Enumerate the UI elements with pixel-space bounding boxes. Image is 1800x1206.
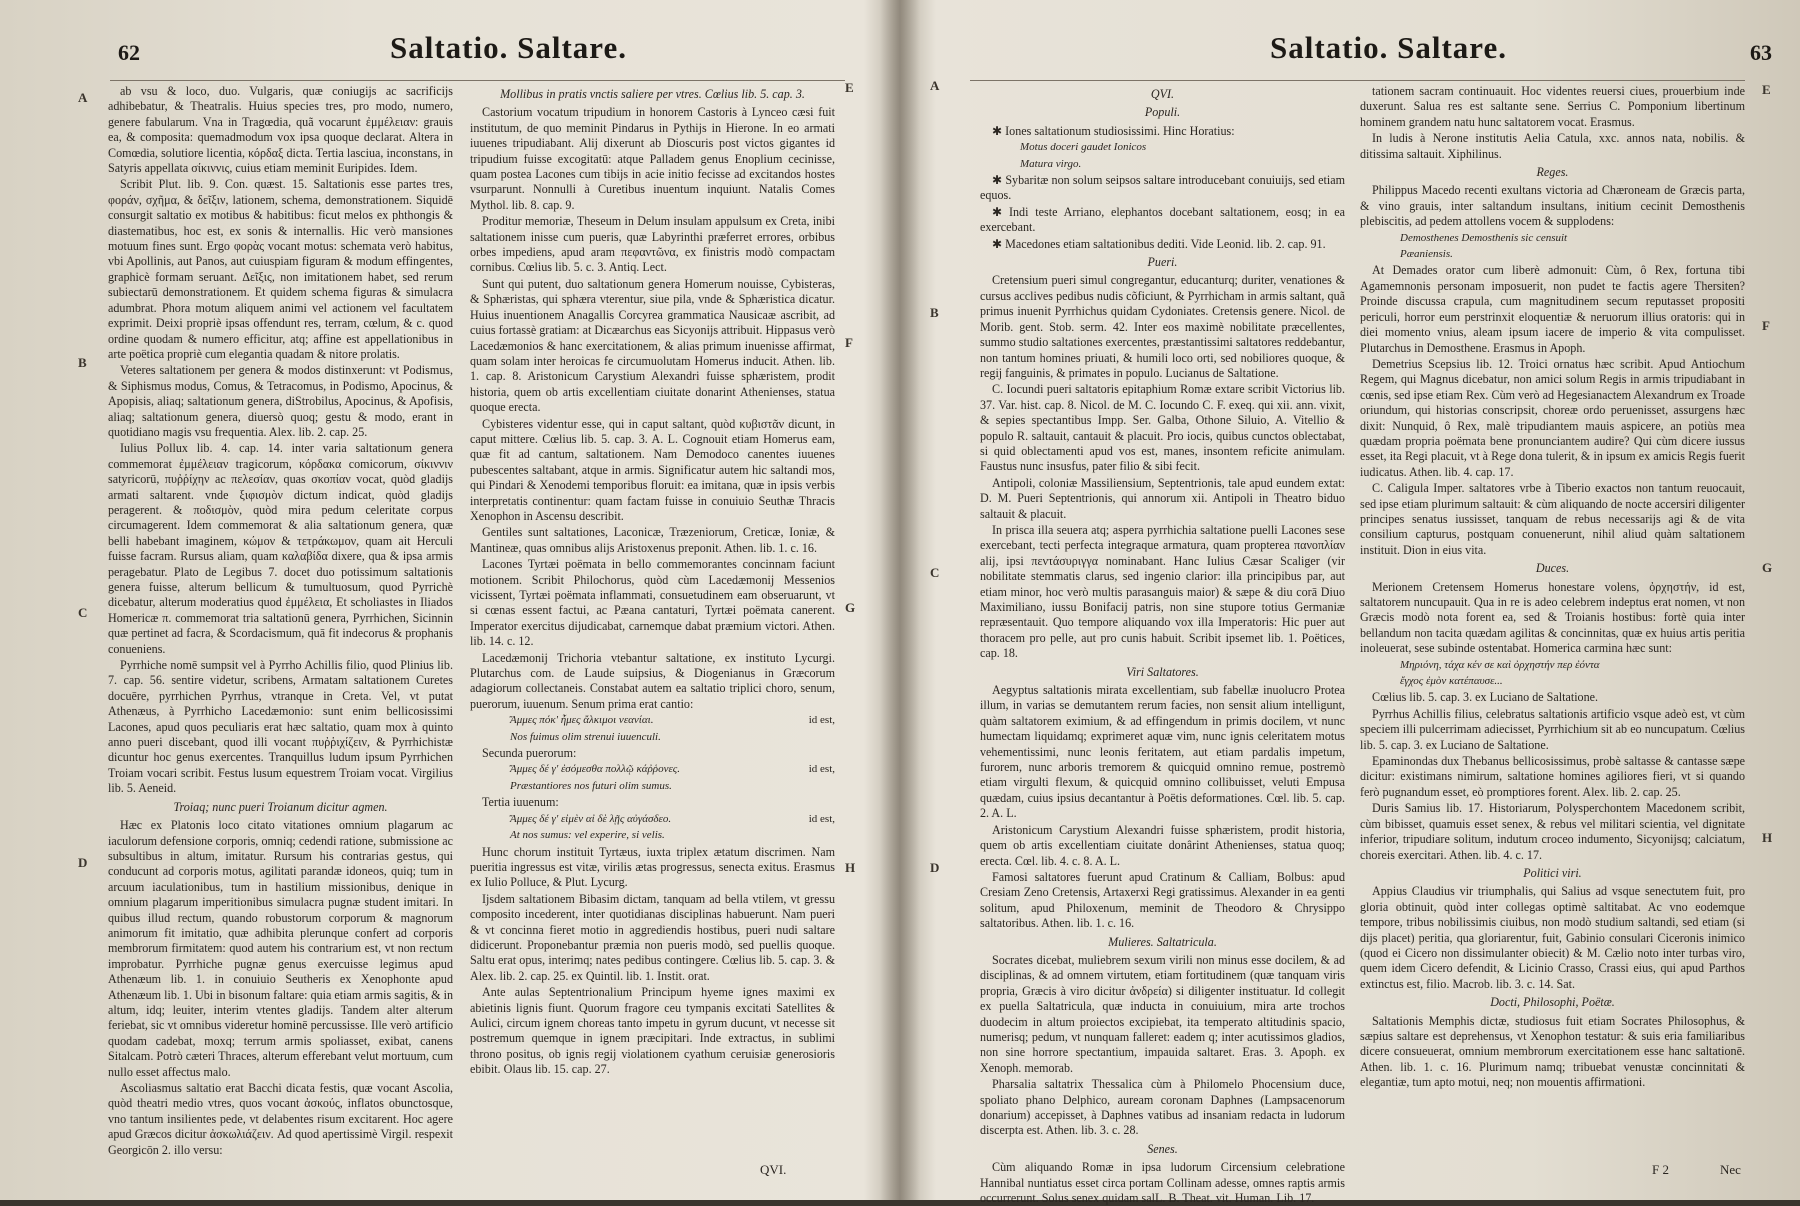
right-page bbox=[910, 0, 1800, 1206]
paragraph: Aegyptus saltationis mirata excellentiam, sub fabellæ inuolucro Protea illum, in varias se demutantem rerum facies, non sensit alium intelligunt, quàm saltatorem eximium, & ad effingendum in primis docilem, vt nunc humectam liquidamq; exprimeret aquæ vim, nunc ignis celeritatem motus vehementissimi, nunc leonis feritatem, aut etiam pardalis impetum, furorem, nunc arboris tremorem & quicquid omnino remue, postremò etiam virgulti flexum, & quicquid omnino collibuisset, veluti Empusa quædam, cuius ipsius decantantur à Poëtis deformationes. Cœl. lib. 5. cap. 2. A. L. bbox=[980, 683, 1345, 821]
paragraph: Epaminondas dux Thebanus bellicosissimus, probè saltasse & cantasse sæpe dicitur: existimans nimirum, saltatione homines agiliores fieri, vt si quando ferò pugnandum esset, eò promptiores forent. Alex. lib. 2. cap. 25. bbox=[1360, 754, 1745, 799]
verse-line: Pæaniensis. bbox=[1400, 248, 1453, 261]
paragraph: Socrates dicebat, muliebrem sexum virili non minus esse docilem, & ad disciplinas, & ad omnem virtutem, etiam fortitudinem (quæ tanquam viris propria, Græcis à viro dicitur ἀνδρεία) si diligenter instituatur. Id collegit ex puella Saltatricula, quæ inducta in conuiuium, mira arte trochos duodecim in altum proiectos excipiebat, ita temperato altitudinis spacio, numerisq; pedum, vt nunquam falleret: eadem q; inter acutissimos gladios, non sine horrore spectantium, impauida saltaret. Eras. 3. Apoph. ex Xenoph. memorab. bbox=[980, 952, 1345, 1075]
paragraph: Sunt qui putent, duo saltationum genera Homerum nouisse, Cybisteras, & Sphæristas, qui sphæra vterentur, siue pila, vnde & Sphæristica dicatur. Huius inuentionem Anagallis Corcyrea grammatica Nausicaæ ascribit, ad cuius fortassè gratiam: at Dicæarchus eas Sicyonijs attribuit. Hippasus verò Lacedæmonios & hanc exercitationem, & alias primum inuenisse affirmat, quam solam inter heroicas fe circumuolutam Homerus inducit. Athen. lib. 1. cap. 8. Aristonicum Carystium Alexandri fuisse sphæristem, prodit historia, quem ob artis excellentiam ciuitate donarint Athenienses, statua quoque erecta. bbox=[470, 276, 835, 415]
section-heading: Docti, Philosophi, Poëtæ. bbox=[1490, 995, 1615, 1010]
margin-letter-d-right: D bbox=[930, 860, 940, 875]
paragraph: Cretensium pueri simul congregantur, educanturq; duriter, venationes & cursus acclives pedibus nudis cõficiunt, & Pyrrhicham in armis saltant, quã primus inuenit Pyrrhichus quidam Cydoniates. Cretensis genere. Nicol. de Morib. gent. Stob. serm. 42. Inter eos maximè nobilitate præcellentes, summo studio saltationes exercentes, præstantissimi saltatores reddebantur, non tantum homines priuati, & humili loco orti, sed nobiliores quoque, & regij fanguinis, & primates in populo. Lucianus de Saltatione. bbox=[980, 273, 1345, 380]
paragraph: Merionem Cretensem Homerus honestare volens, ὀρχηστήν, id est, saltatorem nuncupauit. Qua in re is adeo celebrem indeptus erat nomen, vt non Græcis modò nota forent ea, sed & Troianis hostibus: fortè quia inter bellandum non tacita quædam agilitas & concinnitas, quæ ex huius artis peritia inolеuerat, sese subinde ostentabat. Homerica carmina hæc sunt: bbox=[1360, 579, 1745, 656]
verse-label: Tertia iuuenum: bbox=[482, 795, 559, 810]
margin-letter-g-right: G bbox=[1762, 560, 1773, 575]
margin-letter-h: H bbox=[845, 860, 856, 875]
paragraph: At Demades orator cum liberè admonuit: Cùm, ô Rex, fortuna tibi Agamemnonis personam imposuerit, non pudet te factis agere Thersiten? Proinde discussa crapula, cum magnitudinem secum reputasset propositi periculi, horror eum perstrinxit eloquentiæ & neruorum illius oratoris: qui in diei momento vnius, aleam ipsum iacere de imperio & vita compulisset. Plutarchus in Demosthene. Erasmus in Apoph. bbox=[1360, 263, 1745, 355]
paragraph: Hunc chorum instituit Tyrtæus, iuxta triplex ætatum discrimen. Nam pueritia ingressus est vitæ, virilis ætas progressus, senecta exitus. Erasmus ex Iulio Polluce, & Plut. Lycurg. bbox=[470, 844, 835, 890]
latin-verse: Præstantiores nos futuri olim sumus. bbox=[510, 779, 672, 792]
section-heading: Duces. bbox=[1535, 561, 1570, 576]
right-head-rule bbox=[970, 80, 1745, 81]
right-page-number: 63 bbox=[1750, 40, 1772, 65]
paragraph: Scribit Plut. lib. 9. Con. quæst. 15. Saltationis esse partes tres, φοράν, σχῆμα, & δεῖξιν, lationem, schema, demonstrationem. Siquidē consurgit saltatio ex motibus & habitibus: ficut melos ex phthongis & diastematibus, hoc est, ex sonis & internallis. Hic verò mansiones motuum fines sunt. Ergo φορὰς vocant motus: schemata verò habitus, vbi Apollinis, aut Panos, aut cuiuspiam figuram & modum effingentes, graphicè formam seruant. Δεῖξις, non imitationem habet, sed rerum subiectarū demonstrationem. Et quidem schema figuras & simulacra adumbrat. Phora motum aliquem animi vel actionem vel facultatem exprimit. Deixi propriè ipsas offendunt res, terram, cœlum, & c. quod ordine quodam & numero efficitur, atq; affine est appellationibus in arte poëtica propriè cum elegantia quadam & nitore prolatis. bbox=[108, 177, 453, 361]
margin-letter-f: F bbox=[845, 335, 853, 350]
paragraph: C. Iocundi pueri saltatoris epitaphium Romæ extare scribit Victorius lib. 37. Var. hist. cap. 8. Nicol. de M. C. Iocundo C. F. exeq. qui xii. ann. vixit, & sepies spectantibus Impp. Ser. Galba, Othone Siluio, A. Vitellio & populo R. saltauit, cantauit & placuit. Pro iocis, quibus cunctos oblectabat, si quid oblectamenti apud vos est, manes, insontem reficite animulam. Faustus nunc insusfus, pater filio & sibi fecit. bbox=[980, 382, 1345, 474]
verse-line: Motus doceri gaudet Ionicos bbox=[1020, 141, 1147, 154]
greek-verse: Ἄμμες δέ γ' εἰμὲν αἰ δὲ λῇς αὐγάσδεο. id est, bbox=[470, 812, 835, 827]
paragraph: Ante aulas Septentrionalium Principum hyeme ignes maximi ex abietinis lignis fiunt. Quorum fragore ceu tympanis excitati Satellites & Aulici, circum ignem choreas tanto impetu in gyrum ducunt, vt necesse sit postremum quemque in ignem præcipitari. Inde extractus, in sublimi throno positus, ob ignis regij violationem cyathum ceruisiæ generosioris ebibit. Olaus lib. 15. cap. 27. bbox=[470, 985, 835, 1077]
paragraph: ✱ Sybaritæ non solum seipsos saltare introducebant conuiuijs, sed etiam equos. bbox=[980, 173, 1345, 203]
verse-line: Matura virgo. bbox=[1020, 157, 1082, 170]
section-heading: Senes. bbox=[1147, 1141, 1178, 1156]
margin-letter-e: E bbox=[845, 80, 854, 95]
right-signature: F 2 bbox=[1652, 1162, 1669, 1177]
latin-verse: Nos fuimus olim strenui iuuenculi. bbox=[510, 730, 661, 743]
margin-letter-c-right: C bbox=[930, 565, 940, 580]
paragraph: Appius Claudius vir triumphalis, qui Salius ad vsque senectutem fuit, pro gloria obtinuit, quòd inter collegas optimè saltitabat. Ac vno eodemque tempore, tribus nobilissimis ciuibus, non modò studium saltandi, sed etiam (si dijs placet) peritia, qua gloriarentur, fuit, Gabinio consulari Ciceronis inimico (quod ei Cicero non dissimulanter obiecit) & M. Cælio noto inter turbas viro, quem idem Cicero defendit, & Licinio Crasso, Crassi eius, qui apud Parthos extinctus est, filio. Macrob. lib. 3. c. 14. Sat. bbox=[1360, 884, 1745, 991]
section-heading: Reges. bbox=[1536, 165, 1569, 180]
paragraph: Pyrrhiche nomē sumpsit vel à Pyrrho Achillis filio, quod Plinius lib. 7. cap. 56. sentire videtur, scribens, Armatam saltationem Curetes docuēre, pyrrhichen Pyrrhus, vtranque in Creta. Vel, vt putat Athenæus, à Pyrrhicho Lacedæmonio: sunt enim bellicosissimi Lacones, apud quos peculiaris erat hæc saltatio, quam mox à quinto anno pueri discebant, quod illi vocant πυῤῥιχίζειν, & Pyrrhichistæ dicuntur hoc genus exercentes. Tranquillus ludum ipsum Pyrrhichen Troiam vocari scribit. Festus lusum equestrem Troiam vocat. Virgilius lib. 5. Aeneid. bbox=[108, 658, 453, 796]
margin-letter-a: A bbox=[78, 90, 88, 105]
verse-line: ἔγχος ἐμὸν κατέπαυσε... bbox=[1400, 675, 1503, 688]
paragraph: Duris Samius lib. 17. Historiarum, Polysperchontem Macedonem scribit, cùm bibisset, quamuis esset senex, & rebus vel militari scientia, vel dignitate inferior, tripudiare solitum, indutum croceo indumento, Sicyonijsq; calciatum, choreis exercitari. Athen. lib. 4. c. 17. bbox=[1360, 801, 1745, 862]
section-heading: Politici viri. bbox=[1523, 865, 1582, 880]
paragraph: C. Caligula Imper. saltatores vrbe à Tiberio exactos non tantum reuocauit, sed ipse etiam plurimum saltauit: & cùm aliquando de nocte accersiri diligenter principes senatus iussisset, tanquam de rebus necessarijs agi & de vita consilium capturus, postquam conuenerunt, nihil aliud quàm saltationem instituit. Dion in eius vita. bbox=[1360, 481, 1745, 557]
margin-letter-f-right: F bbox=[1762, 318, 1770, 333]
section-heading: Mulieres. Saltatricula. bbox=[1108, 934, 1217, 949]
paragraph: Proditur memoriæ, Theseum in Delum insulam appulsum ex Creta, inibi saltationem inisse cum pueris, quæ Labyrinthi præferret errores, orbibus orbes impediens, apud aram πεφαντῶνα, ex finistris modò compactam cornibus. Cœlius lib. 5. c. 3. Antiq. Lect. bbox=[470, 214, 835, 275]
paragraph: Lacedæmonij Trichoria vtebantur saltatione, ex instituto Lycurgi. Plutarchus com. de Laude suipsius, & Diogenianus in Græcorum adagiorum collectaneis. Constabat autem ea saltatio triplici choro, senum, puerorum, iuuenum. Senum prima erat cantio: bbox=[470, 650, 835, 711]
section-heading: Pueri. bbox=[1147, 255, 1178, 270]
left-column-1 bbox=[108, 84, 453, 1184]
margin-letter-a-right: A bbox=[930, 78, 940, 93]
right-column-2 bbox=[1360, 84, 1745, 1184]
margin-letter-g: G bbox=[845, 600, 856, 615]
latin-verse: At nos sumus: vel experire, si velis. bbox=[510, 829, 665, 842]
right-catchword: Nec bbox=[1720, 1162, 1741, 1177]
paragraph: Philippus Macedo recenti exultans victoria ad Chæroneam de Græcis parta, & vino grauis, inter saltandum insultans, initium cecinit Demosthenis plebiscitis, ad pedem attollens vocem & supplodens: bbox=[1360, 183, 1745, 229]
margin-letter-e-right: E bbox=[1762, 82, 1771, 97]
verse-line: Demosthenes Demosthenis sic censuit bbox=[1400, 231, 1568, 244]
section-heading: Viri Saltatores. bbox=[1126, 664, 1199, 679]
left-running-head: Saltatio. Saltare. bbox=[390, 30, 627, 65]
paragraph: Ijsdem saltationem Bibasim dictam, tanquam ad bella vtilem, vt gressu composito incederent, inter quotidianas disciplinas habuerunt. Nam pueri & vt concinna fieret motio in aggrediendis hostibus, pueri nudi saltare didicerunt. Proponebantur præmia non pueris modò, sed puellis quoque. Saltu erat opus, interimq; nates pedibus contingere. Cœlius lib. 5. cap. 3. & Alex. lib. 2. cap. 25. ex Quintil. lib. 1. Instit. orat. bbox=[470, 891, 835, 983]
section-heading: QVI. bbox=[1150, 87, 1175, 101]
paragraph: Saltationis Memphis dictæ, studiosus fuit etiam Socrates Philosophus, & sæpius saltare est deprehensus, vt Xenophon testatur: & suis eria familiaribus dicere consueuerat, omnium membrorum exercitationem esse hanc saltationē. Athen. lib. 1. c. 16. Plurimum namq; tribuebat venustæ concinnitati & elegantiæ, tum apto motui, neq; non mouentis affirmationi. bbox=[1360, 1013, 1745, 1090]
margin-letter-h-right: H bbox=[1762, 830, 1773, 845]
paragraph: Aristonicum Carystium Alexandri fuisse sphæristem, prodit historia, quem ob artis excellentiam ciuitate donârint Athenienses, statua quoq; erecta. Cœl. lib. 4. c. 8. A. L. bbox=[980, 822, 1345, 868]
left-column-2 bbox=[470, 84, 835, 1184]
paragraph: Pyrrhus Achillis filius, celebratus saltationis artificio vsque adeò est, vt cùm speciem illi pulcerrimam adiecisset, Pyrrhichium sit ab eo nuncupatum. Cœlius lib. 5. cap. 3. ex Luciano de Saltatione. bbox=[1360, 706, 1745, 752]
paragraph: Ascoliasmus saltatio erat Bacchi dicata festis, quæ vocant Ascolia, quòd theatri medio vtres, quos vocant ἀσκούς, inflatos obunctosque, vno tantum insilientes pede, vt delabentes risum excitarent. Hoc agere apud Græcos dicitur ἀσκωλιάζειν. Ad quod apertissimè Virgil. respexit Georgicōn 2. illo versu: bbox=[108, 1081, 453, 1157]
paragraph: Troiaq; nunc pueri Troianum dicitur agmen. bbox=[173, 799, 388, 814]
paragraph: ✱ Macedones etiam saltationibus dediti. Vide Leonid. lib. 2. cap. 91. bbox=[992, 236, 1326, 251]
paragraph: Cybisteres videntur esse, qui in caput saltant, quòd κυβιστᾶν dicunt, in caput mittere. Cœlius lib. 5. cap. 3. A. L. Cognouit etiam Homerus eam, quæ fit ad cantum, saltationem. Nam Demodoco canentes iuuenes pubescentes saltabant, atque in armis. Significatur autem hic saltandi mos, qui Pindari & Xenodemi temporibus floruit: ea imitana, quæ in ipsis verbis interpretatis continentur: quam factam fuisse in conuiuio Seuthæ Thracis Xenophon in Ascensu describit. bbox=[470, 416, 835, 523]
paragraph: tationem sacram continuauit. Hoc videntes reuersi ciues, prouerbium inde duxerunt. Salua res est saltante sene. Serrius C. Pomponium libertinum hominem grandem natu hunc saltatorem vocat. Erasmus. bbox=[1360, 84, 1745, 129]
left-head-rule bbox=[110, 80, 845, 81]
paragraph: Iulius Pollux lib. 4. cap. 14. inter varia saltationum genera commemorat ἐμμέλειαν tragicorum, κόρδακα comicorum, σίκιννιν satyricorū, πυῤῥίχην ac πελεσίαν, quas σκοπίαν vocat, quòd gladijs armati saltarent. vnde ξιφισμὸν dictum indicat, quòd gladijs peragerent. & ποδισμὸν, quòd mira pedum celeritate corpus circumagerent. Idem commemorat & alia saltationum genera, quæ belli habebant imaginem, κώμον & τετράκωμον, quam ait Herculi fuisse facram. Rursus aliam, quam καλαβίδα dixere, qua & ipsa armis peragebatur. Plato de Legibus 7. docet duo potissimum saltationis genera fuisse, alterum bellicum & tumultuosum, quod Pyrrichè dicebatur, alterum moderatius quod ἐμμέλεια, Et scholiastes in Iliados Homericæ π. commemorat tria saltationū genera, Pyrrhichen, Sicinnin quæ pertinet ad facra, & Scordacismum, quā fit indecorus & prophanis conueniens. bbox=[108, 441, 453, 656]
paragraph: In ludis à Nerone institutis Aelia Catula, xxc. annos nata, nobilis. & ditissima saltauit. Xiphilinus. bbox=[1360, 131, 1745, 161]
right-running-head: Saltatio. Saltare. bbox=[1270, 30, 1507, 65]
paragraph: Veteres saltationem per genera & modos distinxerunt: vt Podismus, & Siphismus modus, Comus, & Tetracomus, in Podismo, Apocinus, & Apopisis, aliaq; saltationum genera, diStrobilus, Apocinus, & Apofisis, aliaq; saltationum genera, diuersò quoq; gestu & modo, erant in quotidiano magis vsu frequentia. Alex. lib. 2. cap. 25. bbox=[108, 363, 453, 439]
paragraph: Famosi saltatores fuerunt apud Cratinum & Calliam, Bolbus: apud Cresiam Zeno Cretensis, Artaxerxi Regi gratissimus. Alexander in ea genti solitum, apud Philoxenum, meminit de Theodoro & Chrysippo saltatoribus. Athen. lib. 1. c. 16. bbox=[980, 869, 1345, 931]
margin-letter-b: B bbox=[78, 355, 87, 370]
paragraph: Cœlius lib. 5. cap. 3. ex Luciano de Saltatione. bbox=[1372, 690, 1599, 705]
margin-letter-b-right: B bbox=[930, 305, 939, 320]
section-heading: Populi. bbox=[1144, 105, 1181, 120]
greek-verse: Ἄμμες δέ γ' ἐσόμεσθα πολλῷ κάῤῥονες. id est, bbox=[470, 762, 835, 777]
paragraph: Mollibus in pratis vnctis saliere per vtres. Cœlius lib. 5. cap. 3. bbox=[500, 87, 805, 101]
paragraph: Gentiles sunt saltationes, Laconicæ, Træzeniorum, Creticæ, Ioniæ, & Mantineæ, quas omnibus alijs Aristoxenus preponit. Athen. lib. 1. c. 16. bbox=[470, 525, 835, 555]
paragraph: Demetrius Scepsius lib. 12. Troici ornatus hæc scribit. Apud Antiochum Regem, qui Magnus dicebatur, non amici solum Regis in armis tripudiabant in cœnis, sed ipse etiam Rex. Cùm verò ad Hegesianactem Alexandrum ex Troade oriundum, qui historias conscripsit, choreæ ordo peruenisset, assurgens hæc dixit: Nunquid, ô Rex, malè tripudiantem mauis aspicere, an potiùs mea quædam propria poëmata bene pronunciantem audire? Qui cùm dicere iussus esset, ita Regi placuit, vt à Rege dona tulerit, & in ipsum ex amicis Regis fuerit iudicatus. Athen. lib. 4. cap. 17. bbox=[1360, 356, 1745, 479]
paragraph: ✱ Iones saltationum studiosissimi. Hinc Horatius: bbox=[992, 123, 1235, 138]
paragraph: Pharsalia saltatrix Thessalica cùm à Philomelo Phocensium duce, spoliato phano Delphico, auream coronam Daphnes (Lampsacenorum donarium) accepisset, à Daphnes vatibus ad insaniam redacta in ludorum discerpta est. Athen. lib. 3. c. 28. bbox=[980, 1077, 1345, 1138]
verse-label: Secunda puerorum: bbox=[482, 746, 577, 761]
verse-line: Μηριόνη, τάχα κέν σε καὶ ὀρχηστήν περ ἐόντα bbox=[1400, 658, 1600, 671]
margin-letter-d: D bbox=[78, 855, 88, 870]
paragraph: Antipoli, coloniæ Massiliensium, Septentrionis, tale apud eundem extat: D. M. Pueri Septentrionis, qui annorum xii. Antipoli in Theatro biduo saltauit & placuit. bbox=[980, 475, 1345, 521]
paragraph: Hæc ex Platonis loco citato vitationes omnium plagarum ac iaculorum defensione corporis, omniq; cedendi ratione, submissione ac subsultibus in altum, imitatur. Rursum his contrarias gestus, qui conducunt ad corporis motus, agilitati parandæ idoneos, quiq; tum in arcuum iaculationibus, tum in hastilium missionibus, denique in omnium plagarum imperitionibus simulacra pugnæ student imitari. In quibus illud rectum, quando robustorum corporum & magnorum animorum fit imitatio, quæ adhibita plerunque confert ad corporis membrorum firmitatem: quod autem his contrarium est, vt non rectum improbatur. Pyrrhiche pugnæ genus exercuisse legimus apud Athenæum lib. 1. in conuiuio Seutheris ex Xenophonte apud Athenæum lib. 1. Ubi in bisonum faltare: quia etiam armis sagitis, & in altum, idq; leuiter, interim vtentes gladijs. Tandem alter alterum feriebat, sic vt omnibus videretur hominē percussisse. Ille verò artificio quodam cadebat, moxq; terrum armis spoliasset, exibat, canens Sitalcam. Potrò cæteri Thraces, alterum efferebant velut mortuum, cum nullo esset affectus malo. bbox=[108, 818, 453, 1079]
left-catchword: QVI. bbox=[760, 1162, 787, 1177]
verse-note: id est, bbox=[808, 714, 835, 727]
paragraph: ✱ Indi teste Arriano, elephantos docebant saltationem, eosq; in ea exercebant. bbox=[980, 204, 1345, 235]
verse-note: id est, bbox=[808, 763, 835, 776]
paragraph: Castorium vocatum tripudium in honorem Castoris à Lynceo cæsi fuit institutum, de quo meminit Pindarus in Pythijs in Hierone. In eo armati iuuenes tripudiabant. Alij dixerunt ab Dioscuris post victos gigantes id tripudium fuisse excogitatū: atque Palladem genus Enoplium cecinisse, quam postea Lacones cum tibijs in acie initio fecisse ad excitandos hostes vsurparunt. Nonnulli à Curetibus inuentum inquiunt. Natalis Comes Mythol. lib. 8. cap. 9. bbox=[470, 105, 835, 212]
paragraph: In prisca illa seuera atq; aspera pyrrhichia saltatione puelli Lacones sese exercebant, tecti perfecta integraque armatura, quam propterea πανοπλίαν alij, ipsi πεντάσυριγγα nominabant. Hanc Iulius Cæsar Scaliger (vir nobilitate stemmatis clarus, sed ingenio clarior: illa principibus par, aut etiam minor, hoc verò multis parasanguis maior) & sæpe & diu corā Diuo Maximiliano, iussu Bonifacij patris, non sine stupore totius Germaniæ repræsentauit. Quo tempore aliquando vox illa Imperatoris: Hic puer aut thoracem pro pelle, aut pro cunis habuit. Scribit ipsemet lib. 1. Poëtices, cap. 18. bbox=[980, 522, 1345, 661]
left-page bbox=[0, 0, 890, 1200]
paragraph: ab vsu & loco, duo. Vulgaris, quæ coniugijs ac sacrificijs adhibebatur, & Theatralis. Huius species tres, pro modo, numero, genere fabularum. Vna in Tragœdia, quã vocarunt ἐμμέλειαν: grauis ea, & composita: quemadmodum vox ipsa quoque declarat. Altera in Comœdia, solutiore licentia, κόρδαξ dicta. Tertia lasciua, inconstans, in Satyris appellata σίκιννις, cuius etiam meminit Euripides. Idem. bbox=[108, 84, 453, 176]
margin-letter-c: C bbox=[78, 605, 88, 620]
right-column-1 bbox=[980, 84, 1345, 1206]
paragraph: Lacones Tyrtæi poëmata in bello commemorantes concinnam faciunt motionem. Scribit Philochorus, quòd cùm Lacedæmonij Messenios vicissent, Tyrtæi poëmata inflammati, consuetudinem eam obseruarunt, vt si cœnas essent factui, ac Pæana cantaturi, Tyrtæi poëmata canerent. Imperator exercitus dijudicabat, carnemque dabat præmium victori. Athen. lib. 14. c. 12. bbox=[470, 557, 835, 649]
greek-verse: Ἄμμες πόκ' ἦμες ἄλκιμοι νεανίαι. id est, bbox=[470, 713, 835, 728]
verse-note: id est, bbox=[808, 812, 835, 825]
left-page-number: 62 bbox=[118, 40, 140, 65]
paragraph: Cùm aliquando Romæ in ipsa ludorum Circensium celebratione Hannibal nuntiatus esset circa portam Collinam adesse, omnes raptis armis occurrerunt. Solus senex quidam salL. B. Theat. vit. Human. Lib. 17. bbox=[980, 1160, 1345, 1206]
